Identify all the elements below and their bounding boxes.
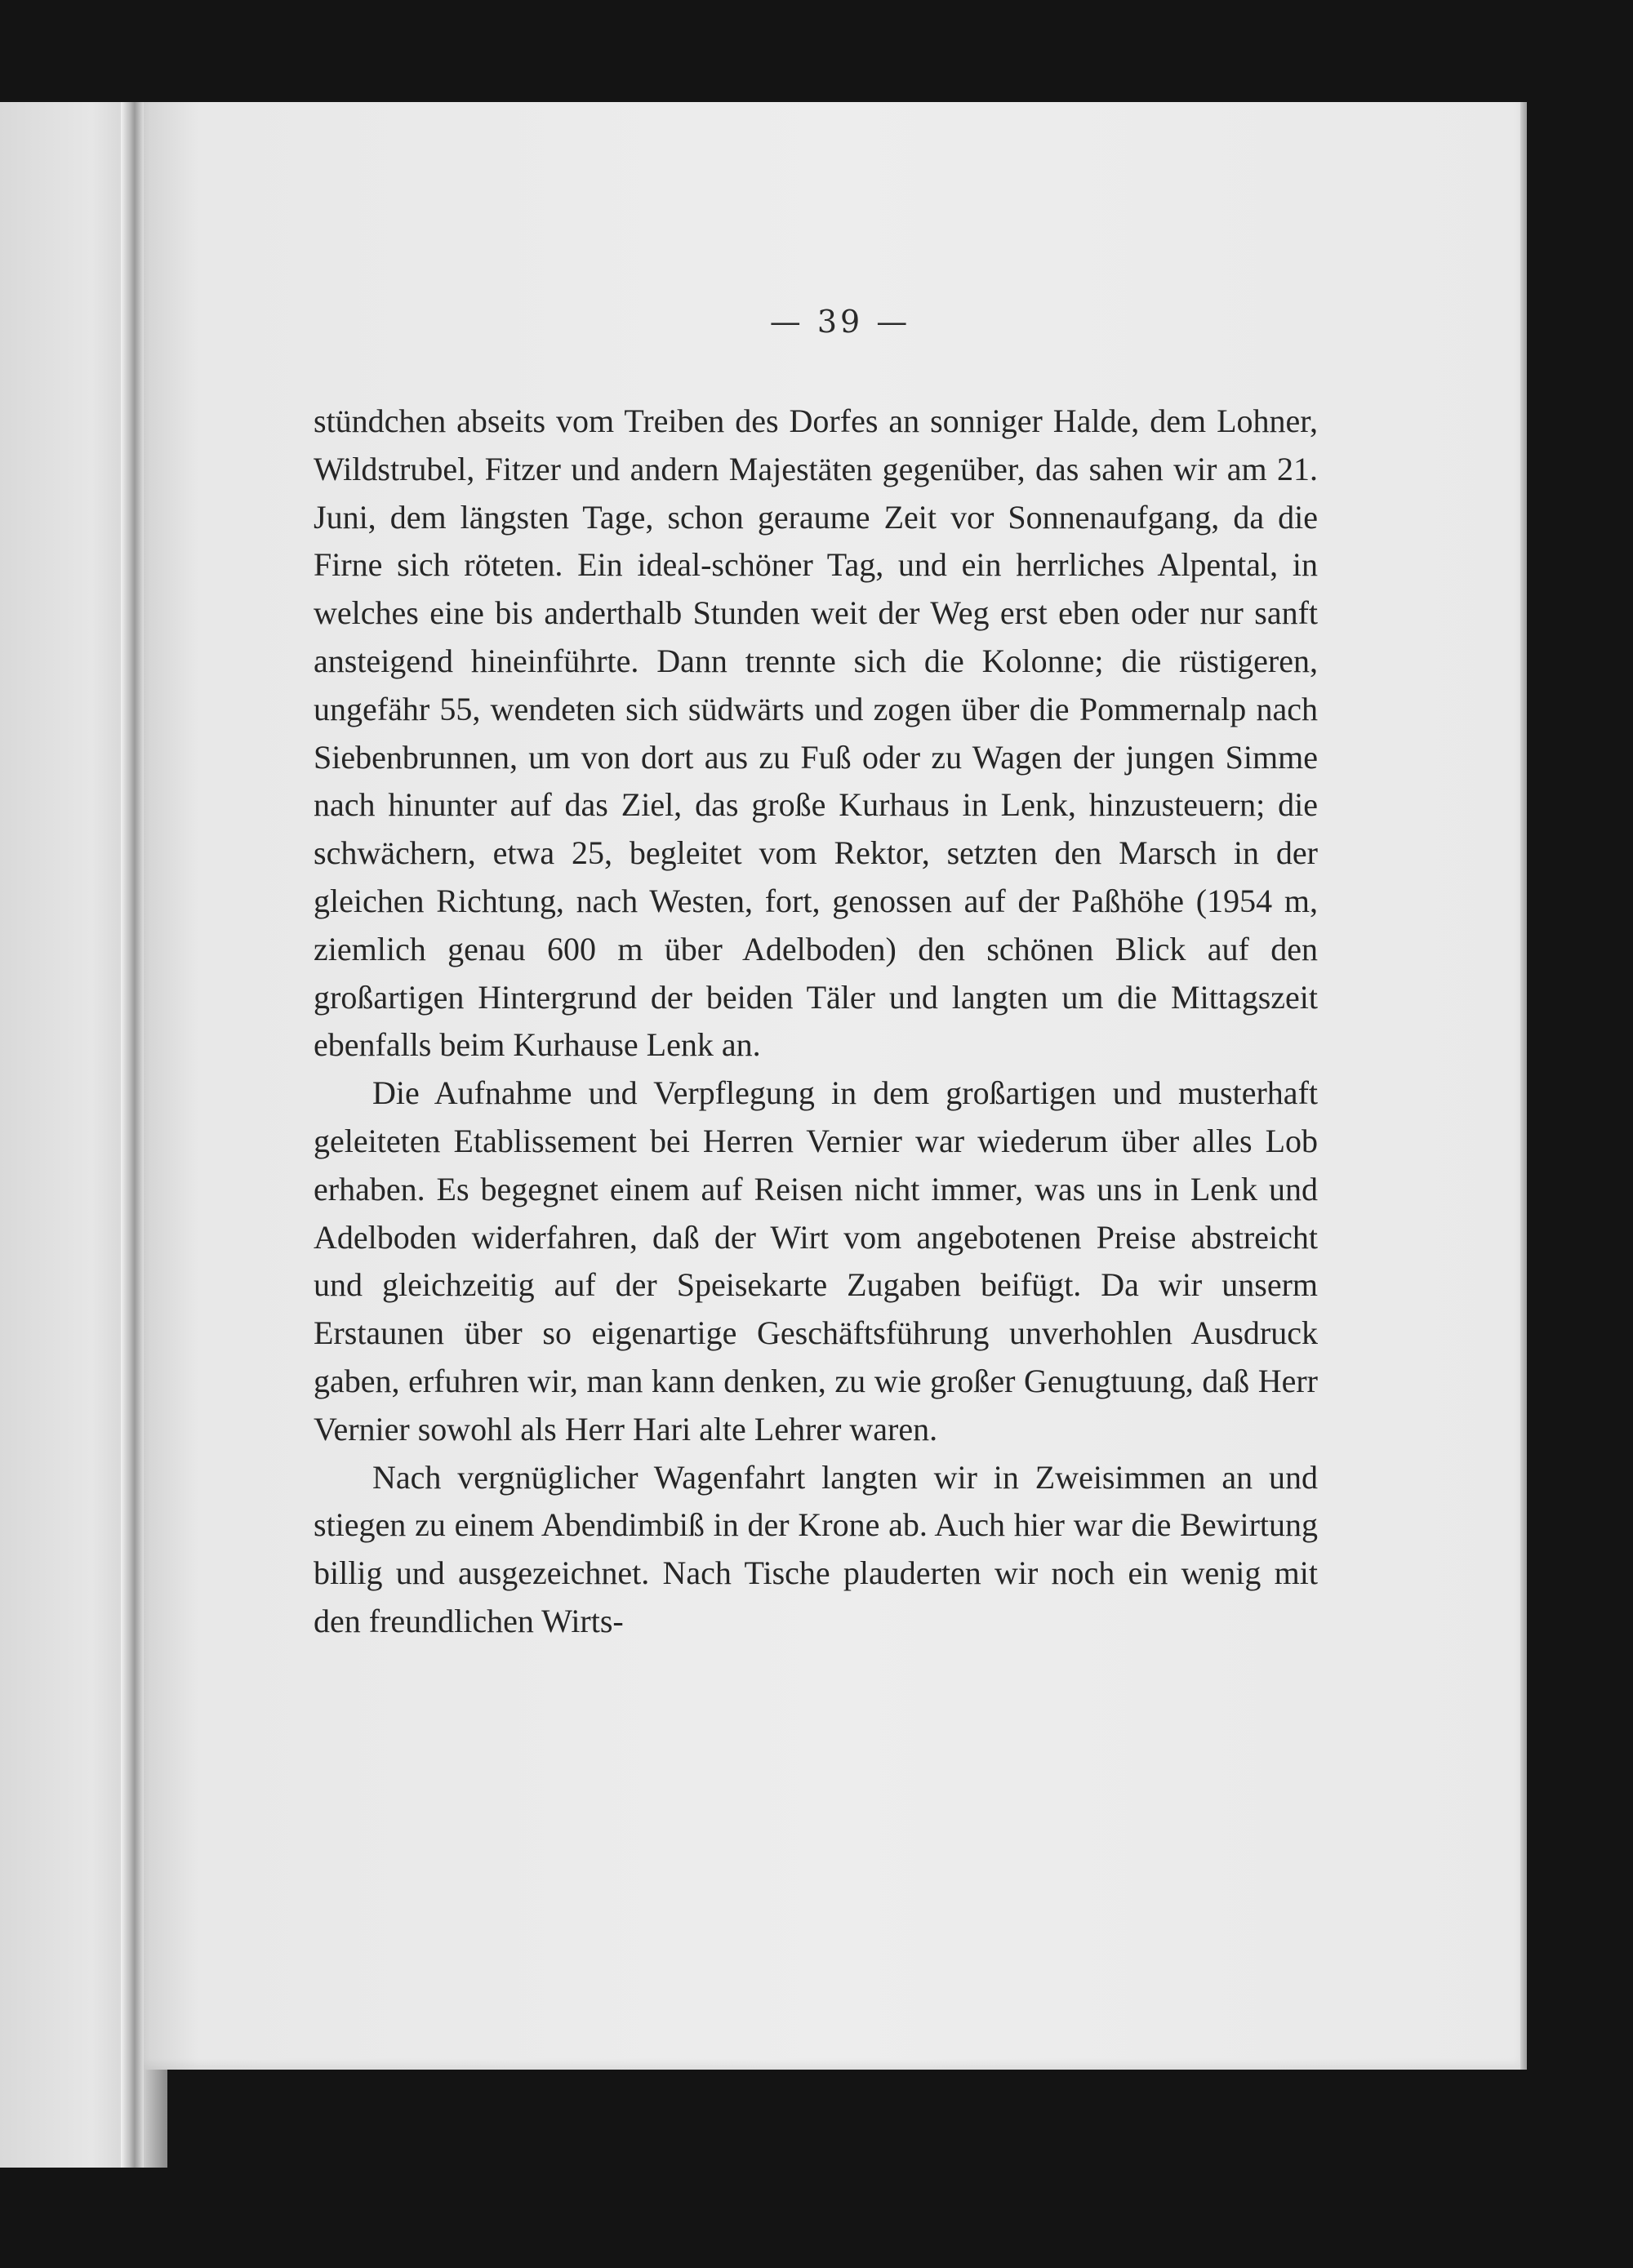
book-gutter [121, 102, 144, 2168]
book-page [144, 102, 1520, 2070]
page-right-edge [1520, 102, 1527, 2070]
page-body-text [314, 398, 1318, 1646]
paragraph-3: Nach vergnüglicher Wagenfahrt langten wir in Zweisimmen an und stiegen zu einem Abendimbiß in der Krone ab. Auch hier war die Bewirtung billig und ausgezeichnet. Nach Tische plauderten wir noch ein wenig mit den freundlichen Wirts- [314, 1458, 1318, 1639]
paragraph-2: Die Aufnahme und Verpflegung in dem großartigen und musterhaft geleiteten Etablissement bei Herren Vernier war wiederum über alles Lob erhaben. Es begegnet einem auf Reisen nicht immer, was uns in Lenk und Adelboden widerfahren, daß der Wirt vom angebotenen Preise abstreicht und gleichzeitig auf der Speisekarte Zugaben beifügt. Da wir unserm Erstaunen über so eigenartige Geschäftsführung unverhohlen Ausdruck gaben, erfuhren wir, man kann denken, zu wie großer Genugtuung, daß Herr Vernier sowohl als Herr Hari alte Lehrer waren. [314, 1074, 1318, 1448]
page-number: — 39 — [769, 304, 911, 340]
paragraph-1: stündchen abseits vom Treiben des Dorfes an sonniger Halde, dem Lohner, Wildstrubel, Fitzer und andern Majestäten gegenüber, das sahen wir am 21. Juni, dem längsten Tage, schon geraume Zeit vor Sonnenaufgang, da die Firne sich röteten. Ein ideal-schöner Tag, und ein herrliches Alpental, in welches eine bis anderthalb Stunden weit der Weg erst eben oder nur sanft ansteigend hineinführte. Dann trennte sich die Kolonne; die rüstigeren, ungefähr 55, wendeten sich südwärts und zogen über die Pommernalp nach Siebenbrunnen, um von dort aus zu Fuß oder zu Wagen der jungen Simme nach hinunter auf das Ziel, das große Kurhaus in Lenk, hinzusteuern; die schwächern, etwa 25, begleitet vom Rektor, setzten den Marsch in der gleichen Richtung, nach Westen, fort, genossen auf der Paßhöhe (1954 m, ziemlich genau 600 m über Adelboden) den schönen Blick auf den großartigen Hintergrund der beiden Täler und langten um die Mittagszeit ebenfalls beim Kurhause Lenk an. [314, 402, 1318, 1064]
